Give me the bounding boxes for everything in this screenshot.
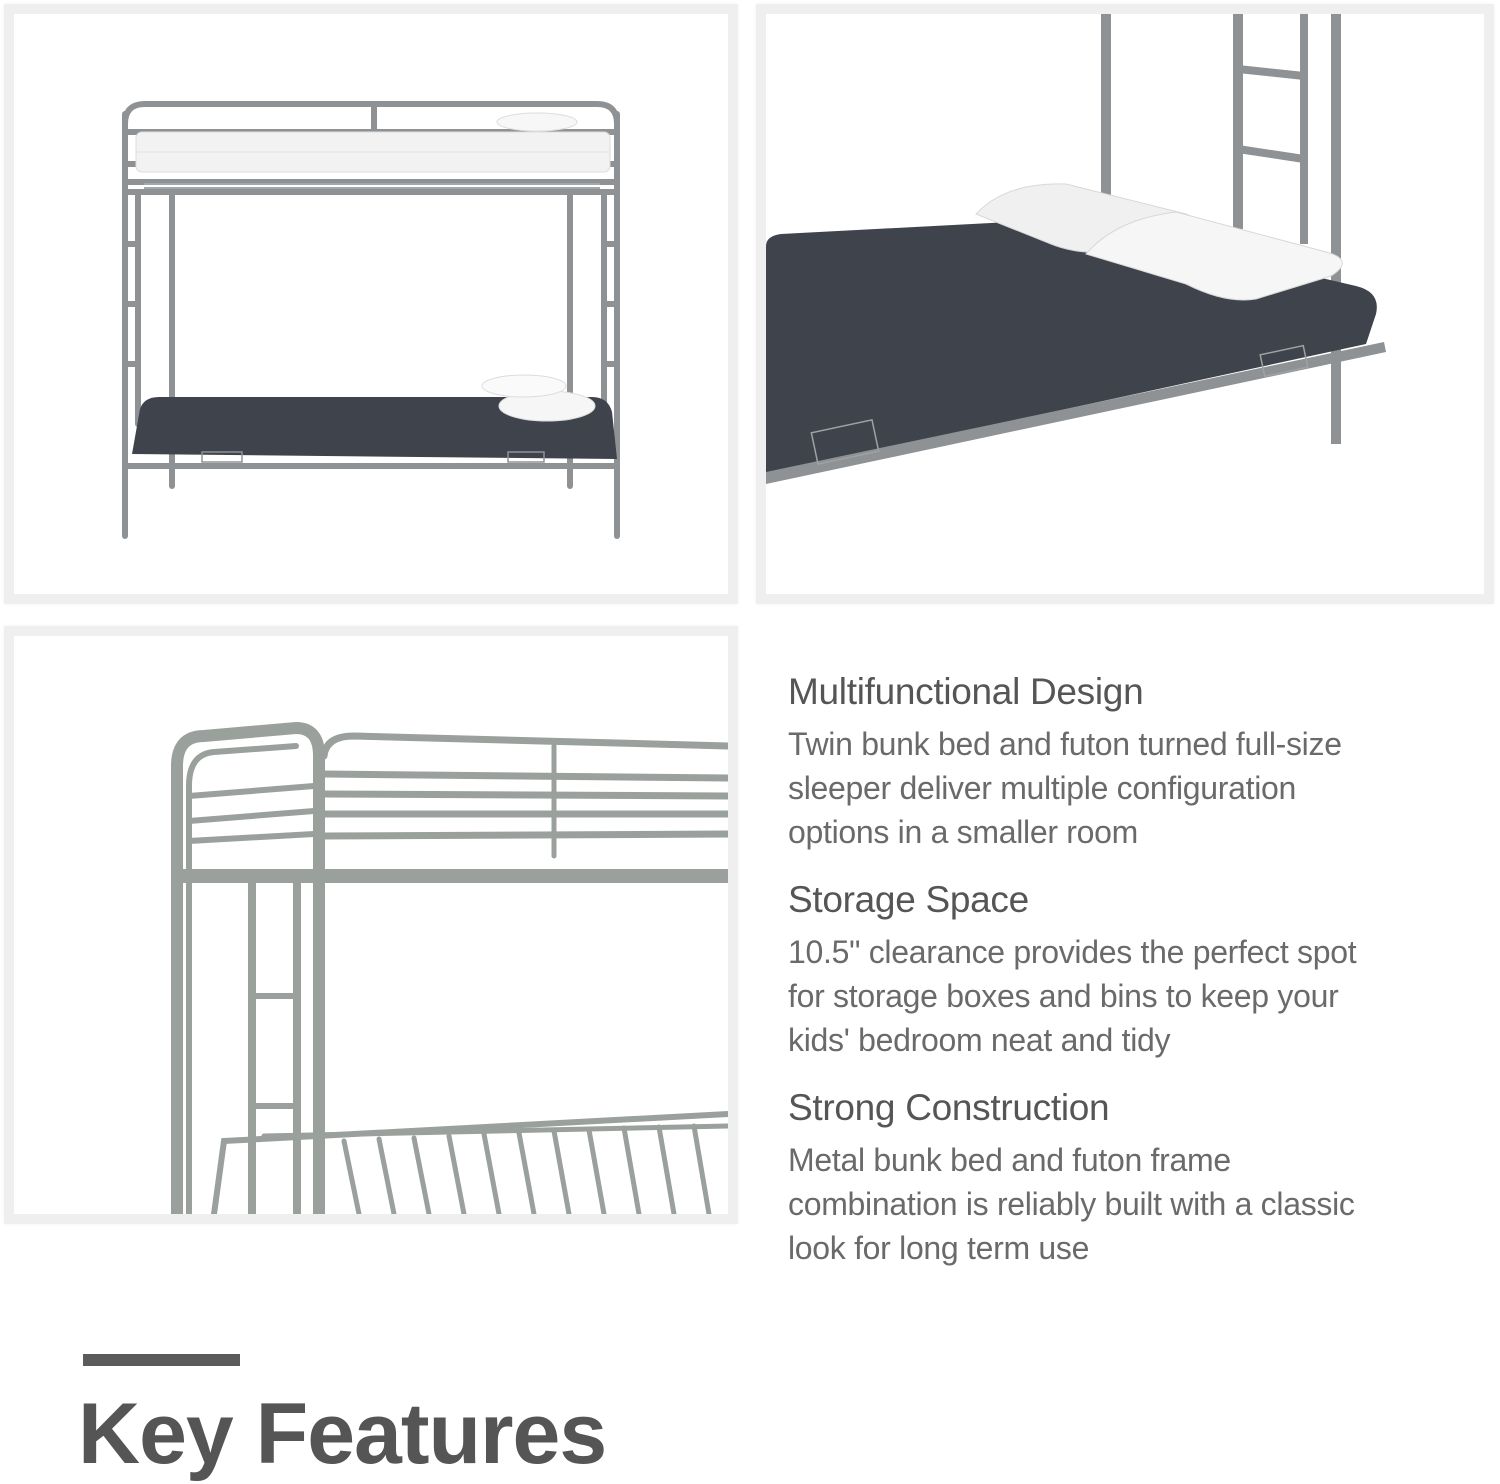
feature-description-line: look for long term use — [788, 1230, 1090, 1266]
feature-description-line: Twin bunk bed and futon turned full-size — [788, 726, 1342, 762]
feature-description-line: options in a smaller room — [788, 814, 1138, 850]
feature-description-line: for storage boxes and bins to keep your — [788, 978, 1339, 1014]
feature-description-line: kids' bedroom neat and tidy — [788, 1022, 1171, 1058]
feature-description — [788, 722, 1468, 854]
feature-description — [788, 930, 1468, 1062]
feature-description-line: sleeper deliver multiple configuration — [788, 770, 1296, 806]
feature-strong-construction — [788, 1086, 1468, 1270]
feature-title: Multifunctional Design — [788, 671, 1144, 712]
feature-multifunctional-design — [788, 670, 1468, 854]
feature-description — [788, 1138, 1468, 1270]
feature-description-line: 10.5" clearance provides the perfect spot — [788, 934, 1357, 970]
frame-detail-photo — [4, 626, 738, 1224]
section-title-accent-bar — [83, 1354, 240, 1366]
feature-storage-space — [788, 878, 1468, 1062]
bunk-bed-illustration — [14, 14, 728, 594]
frame-detail-illustration — [14, 636, 728, 1214]
bunk-bed-full-view-photo — [4, 4, 738, 604]
feature-title: Storage Space — [788, 879, 1029, 920]
futon-closeup-photo — [756, 4, 1494, 604]
section-title: Key Features — [78, 1386, 607, 1482]
feature-description-line: Metal bunk bed and futon frame — [788, 1142, 1231, 1178]
feature-description-line: combination is reliably built with a classic — [788, 1186, 1355, 1222]
features-list — [788, 670, 1468, 1294]
futon-closeup-illustration — [766, 14, 1484, 594]
feature-title: Strong Construction — [788, 1087, 1110, 1128]
